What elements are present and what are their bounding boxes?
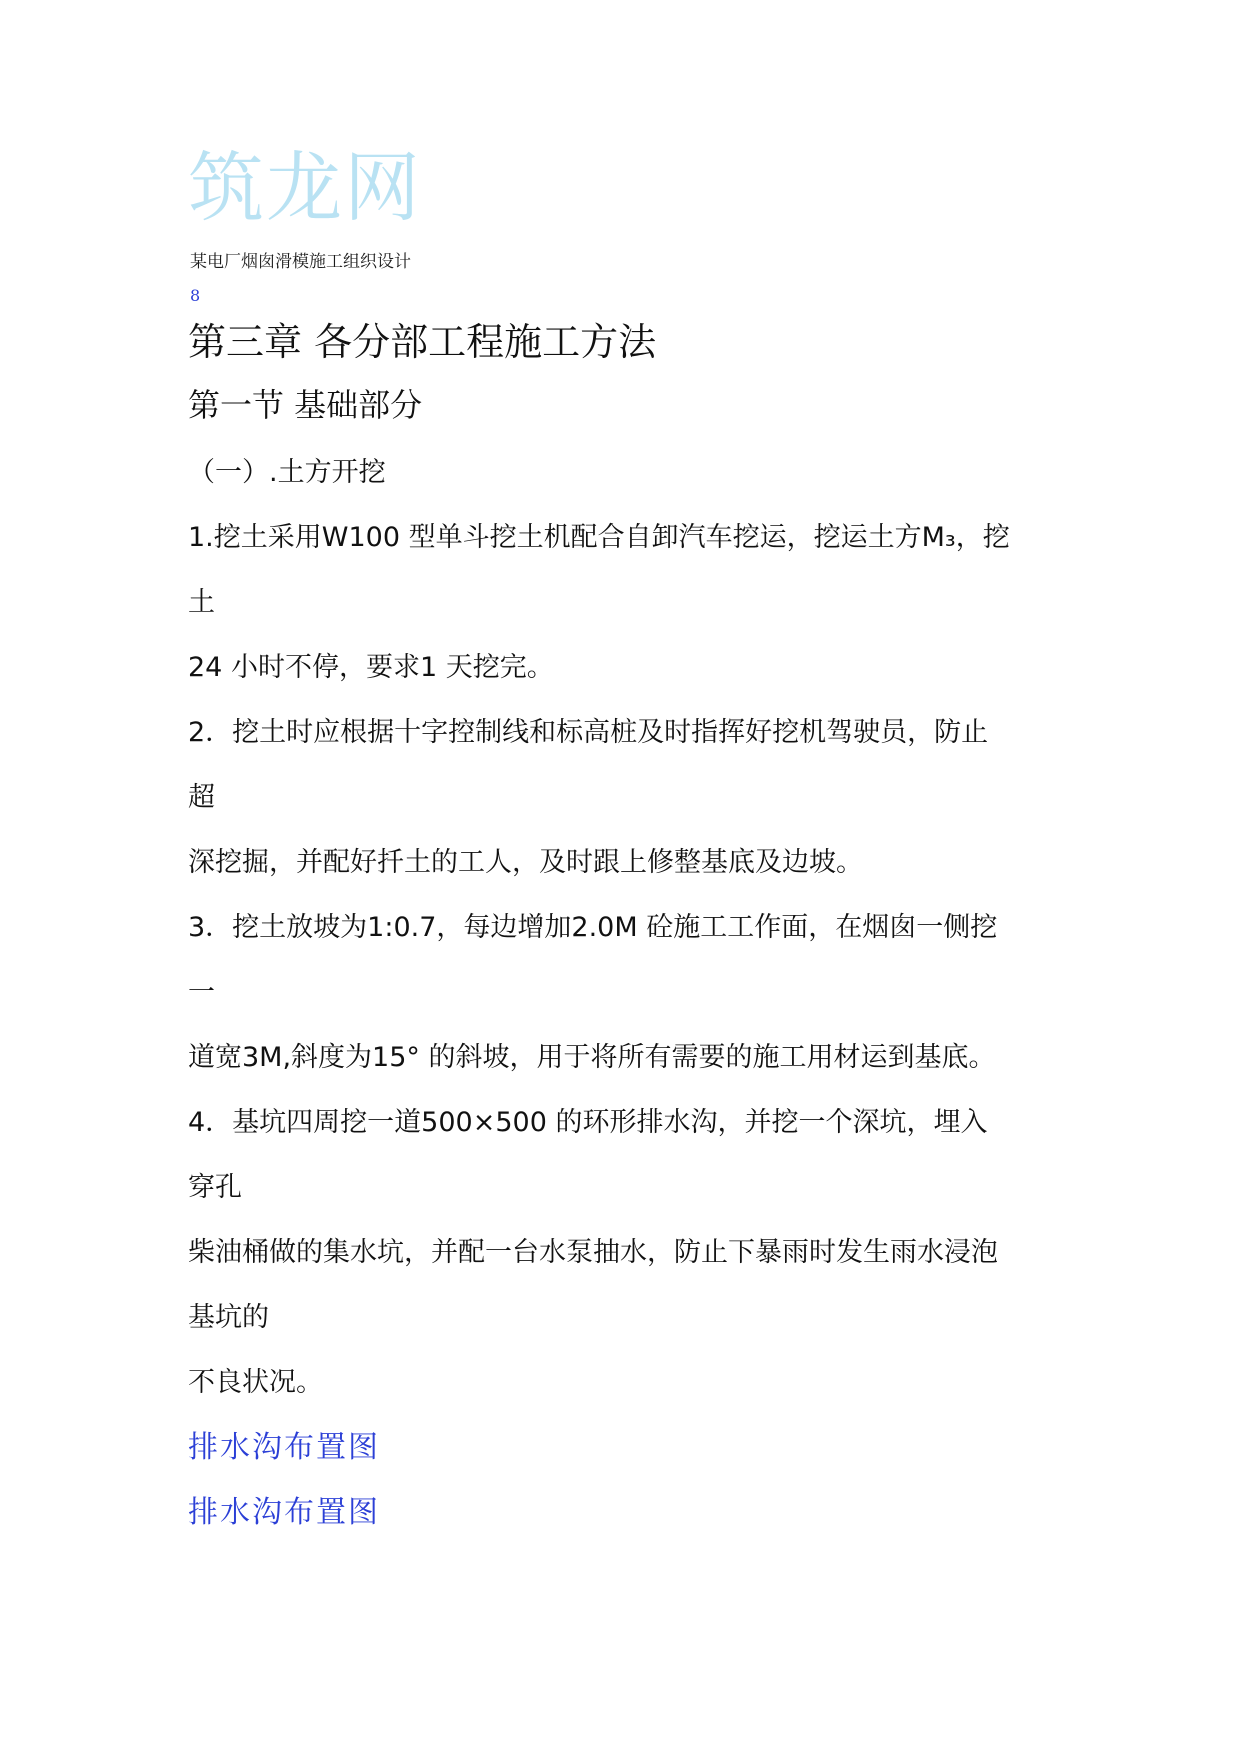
body-line: 24 小时不停，要求1 天挖完。: [188, 652, 554, 683]
body-line: 不良状况。: [188, 1367, 323, 1398]
subsection-title: （一）.土方开挖: [188, 457, 386, 488]
body-line: 4．基坑四周挖一道500×500 的环形排水沟，并挖一个深坑，埋入: [188, 1107, 988, 1138]
body-line: 3．挖土放坡为1:0.7，每边增加2.0M 砼施工工作面，在烟囱一侧挖: [188, 912, 998, 943]
body-line: 1.挖土采用W100 型单斗挖土机配合自卸汽车挖运，挖运土方M₃，挖: [188, 522, 1010, 553]
section-title: 第一节 基础部分: [188, 386, 423, 424]
document-subtitle: 某电厂烟囱滑模施工组织设计: [190, 252, 411, 272]
body-line: 基坑的: [188, 1302, 269, 1333]
body-line: 土: [188, 587, 215, 618]
body-line: 穿孔: [188, 1172, 242, 1203]
body-line: 一: [188, 977, 215, 1008]
body-line: 2．挖土时应根据十字控制线和标高桩及时指挥好挖机驾驶员，防止: [188, 717, 989, 748]
page-number: 8: [190, 286, 201, 305]
body-line: 柴油桶做的集水坑，并配一台水泵抽水，防止下暴雨时发生雨水浸泡: [188, 1237, 998, 1268]
body-line: 道宽3M,斜度为15° 的斜坡，用于将所有需要的施工用材运到基底。: [188, 1042, 996, 1073]
figure-caption-link[interactable]: 排水沟布置图: [188, 1430, 380, 1465]
chapter-title: 第三章 各分部工程施工方法: [188, 320, 657, 364]
body-line: 超: [188, 782, 215, 813]
figure-caption-link[interactable]: 排水沟布置图: [188, 1495, 380, 1530]
watermark-logo: 筑龙网: [188, 143, 422, 232]
body-line: 深挖掘，并配好扦土的工人，及时跟上修整基底及边坡。: [188, 847, 863, 878]
